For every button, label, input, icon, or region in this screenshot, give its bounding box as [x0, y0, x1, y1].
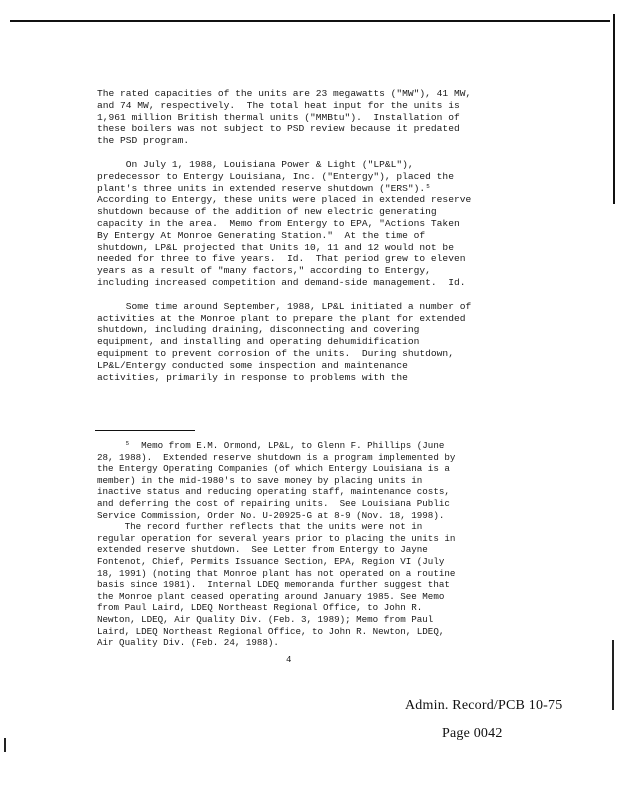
footnote [97, 521, 527, 649]
text-line: plant's three units in extended reserve shutdown ("ERS").⁵ [97, 182, 431, 194]
text-line: 1,961 million British thermal units ("MMBtu"). Installation of [97, 111, 460, 123]
scan-mark-left [4, 738, 6, 752]
text-line: equipment to prevent corrosion of the units. During shutdown, [97, 347, 454, 359]
paragraph [97, 88, 527, 147]
text-line: and 74 MW, respectively. The total heat input for the units is [97, 99, 460, 111]
text-line: the Entergy Operating Companies (of which Entergy Louisiana is a [97, 463, 450, 475]
text-line: inactive status and reducing operating staff, maintenance costs, [97, 486, 450, 498]
text-line: shutdown because of the addition of new electric generating [97, 206, 437, 218]
footnote-separator [95, 430, 195, 431]
text-line: Some time around September, 1988, LP&L initiated a number of [97, 300, 472, 312]
text-line: By Entergy At Monroe Generating Station." At the time of [97, 229, 426, 241]
text-line: the Monroe plant ceased operating around January 1985. See Memo [97, 590, 445, 602]
text-line: basis since 1981). Internal LDEQ memoranda further suggest that [97, 579, 450, 591]
text-line: The rated capacities of the units are 23 megawatts ("MW"), 41 MW, [97, 88, 472, 99]
page-number: 4 [286, 655, 292, 665]
text-line: Fontenot, Chief, Permits Issuance Section, EPA, Region VI (July [97, 555, 445, 567]
text-line: and deferring the cost of repairing units. See Louisiana Public [97, 497, 450, 509]
text-line: shutdown, including draining, disconnecting and covering [97, 324, 420, 336]
text-line: including increased competition and demand-side management. Id. [97, 276, 466, 288]
text-line: the PSD program. [97, 135, 190, 147]
text-line: According to Entergy, these units were placed in extended reserve [97, 194, 472, 206]
text-line: activities, primarily in response to problems with the [97, 371, 408, 383]
text-line: years as a result of "many factors," according to Entergy, [97, 265, 431, 277]
text-line: Air Quality Div. (Feb. 24, 1988). [97, 637, 279, 649]
text-line: 28, 1988). Extended reserve shutdown is a program implemented by [97, 451, 456, 463]
text-line: 18, 1991) (noting that Monroe plant has not operated on a routine [97, 567, 456, 579]
paragraph [97, 159, 527, 289]
text-line: Laird, LDEQ Northeast Regional Office, to John R. Newton, LDEQ, [97, 625, 445, 637]
text-line: Newton, LDEQ, Air Quality Div. (Feb. 3, 1989); Memo from Paul [97, 613, 434, 625]
text-line: Service Commission, Order No. U-20925-G at 8-9 (Nov. 18, 1998). [97, 509, 445, 521]
scan-border-right [613, 14, 615, 204]
text-line: capacity in the area. Memo from Entergy to EPA, "Actions Taken [97, 217, 460, 229]
text-line: these boilers was not subject to PSD review because it predated [97, 123, 460, 135]
text-line: LP&L/Entergy conducted some inspection and maintenance [97, 359, 408, 371]
text-line: predecessor to Entergy Louisiana, Inc. ("Entergy"), placed the [97, 170, 454, 182]
text-line: from Paul Laird, LDEQ Northeast Regional Office, to John R. [97, 602, 423, 614]
text-line: ⁵ Memo from E.M. Ormond, LP&L, to Glenn F. Phillips (June [97, 440, 445, 451]
text-line: shutdown, LP&L projected that Units 10, 11 and 12 would not be [97, 241, 454, 253]
text-line: On July 1, 1988, Louisiana Power & Light ("LP&L"), [97, 158, 414, 170]
text-line: activities at the Monroe plant to prepare the plant for extended [97, 312, 466, 324]
admin-record-stamp: Admin. Record/PCB 10-75 [405, 698, 563, 713]
document-body [97, 88, 527, 395]
page-stamp: Page 0042 [442, 726, 503, 741]
text-line: equipment, and installing and operating dehumidification [97, 336, 420, 348]
text-line: needed for three to five years. Id. That period grew to eleven [97, 253, 466, 265]
text-line: The record further reflects that the units were not in [97, 521, 423, 533]
footnote [97, 440, 527, 521]
footnotes [97, 440, 527, 649]
paragraph [97, 301, 527, 384]
text-line: member) in the mid-1980's to save money by placing units in [97, 474, 423, 486]
scan-border-top [10, 20, 610, 22]
text-line: extended reserve shutdown. See Letter from Entergy to Jayne [97, 544, 428, 556]
scan-mark-right [612, 640, 614, 710]
text-line: regular operation for several years prior to placing the units in [97, 532, 456, 544]
